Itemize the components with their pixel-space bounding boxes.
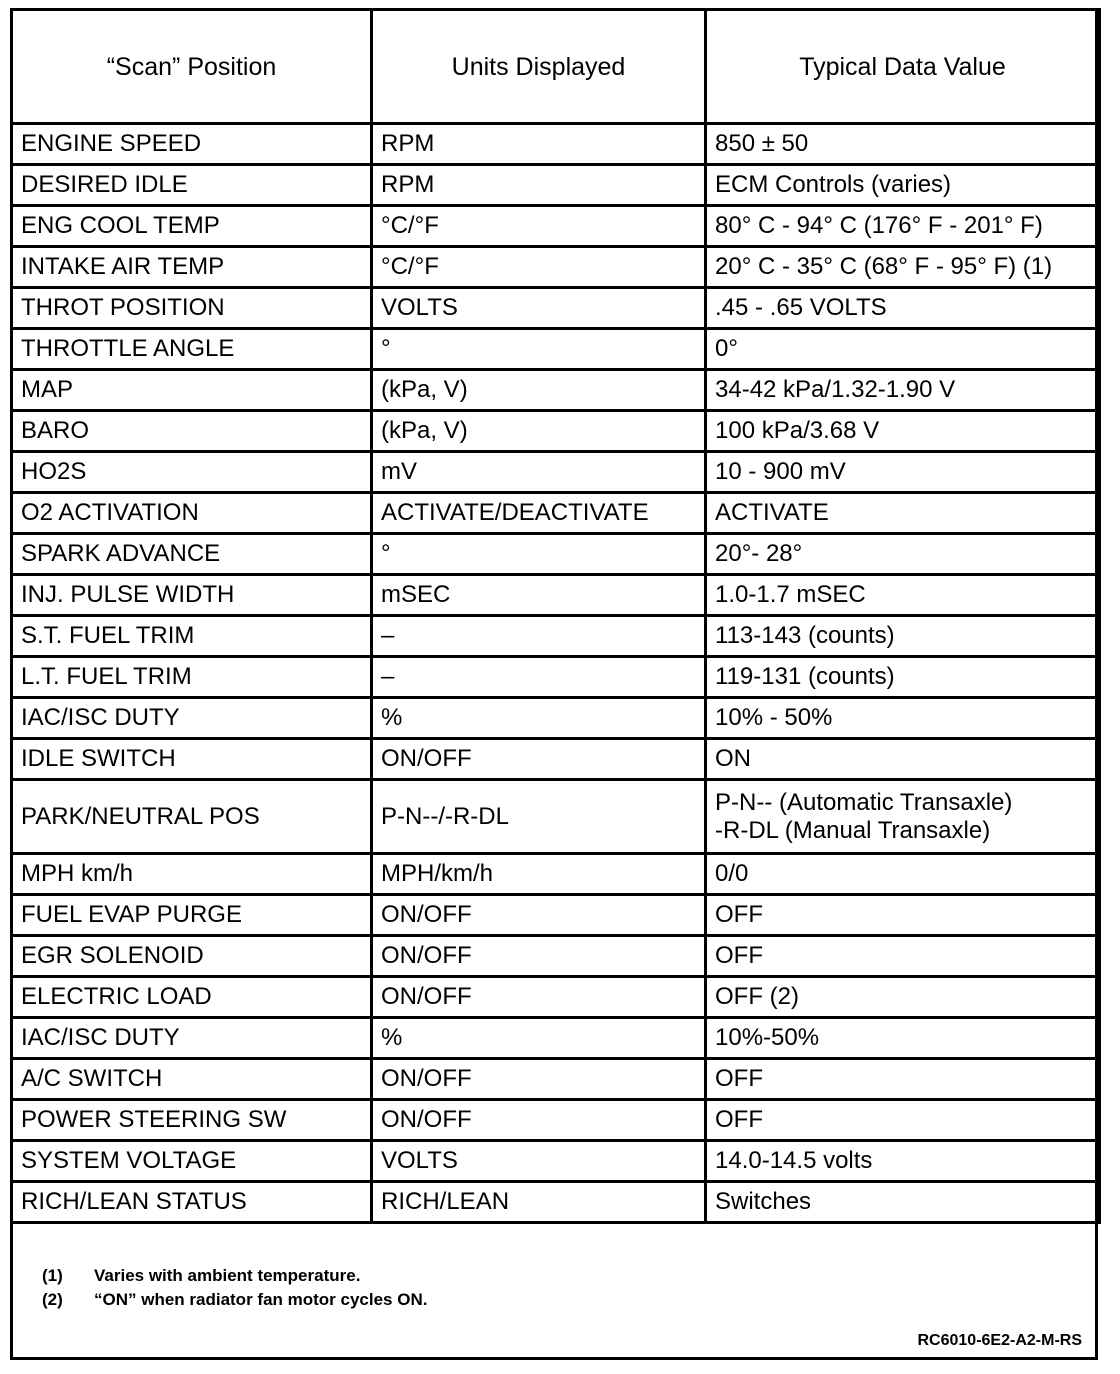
scan-position-cell: MPH km/h <box>12 854 372 895</box>
scan-position-cell: INTAKE AIR TEMP <box>12 247 372 288</box>
table-row <box>12 616 1100 657</box>
units-cell: ° <box>372 329 706 370</box>
scan-position-cell: INJ. PULSE WIDTH <box>12 575 372 616</box>
units-cell: % <box>372 698 706 739</box>
scan-position-cell: IAC/ISC DUTY <box>12 698 372 739</box>
typical-value-cell: .45 - .65 VOLTS <box>706 288 1100 329</box>
scan-position-cell: IDLE SWITCH <box>12 739 372 780</box>
typical-value-cell: 20°- 28° <box>706 534 1100 575</box>
typical-value-cell: ECM Controls (varies) <box>706 165 1100 206</box>
typical-value-cell: 850 ± 50 <box>706 124 1100 165</box>
typical-value-cell: OFF (2) <box>706 977 1100 1018</box>
typical-value-cell: 20° C - 35° C (68° F - 95° F) (1) <box>706 247 1100 288</box>
typical-value-cell <box>706 780 1100 854</box>
scan-position-cell: THROT POSITION <box>12 288 372 329</box>
table-row <box>12 698 1100 739</box>
typical-value-cell: 10%-50% <box>706 1018 1100 1059</box>
table-row <box>12 534 1100 575</box>
scan-position-cell: ELECTRIC LOAD <box>12 977 372 1018</box>
footnote-1 <box>42 1264 427 1288</box>
scan-position-cell: SYSTEM VOLTAGE <box>12 1141 372 1182</box>
units-cell: ACTIVATE/DEACTIVATE <box>372 493 706 534</box>
table-row <box>12 854 1100 895</box>
scan-position-cell: RICH/LEAN STATUS <box>12 1182 372 1223</box>
value-line: -R-DL (Manual Transaxle) <box>715 816 991 844</box>
units-cell: ON/OFF <box>372 1100 706 1141</box>
scan-position-cell: EGR SOLENOID <box>12 936 372 977</box>
units-cell: % <box>372 1018 706 1059</box>
units-cell: (kPa, V) <box>372 411 706 452</box>
typical-value-cell: 80° C - 94° C (176° F - 201° F) <box>706 206 1100 247</box>
typical-value-cell: 14.0-14.5 volts <box>706 1141 1100 1182</box>
reference-code: RC6010-6E2-A2-M-RS <box>917 1332 1082 1349</box>
table-row <box>12 288 1100 329</box>
typical-value-cell: OFF <box>706 1059 1100 1100</box>
typical-value-cell: OFF <box>706 936 1100 977</box>
units-cell: °C/°F <box>372 247 706 288</box>
footnote-number: (1) <box>42 1266 63 1285</box>
units-cell: – <box>372 616 706 657</box>
units-cell: mV <box>372 452 706 493</box>
footnote-2 <box>42 1288 427 1312</box>
table-row <box>12 1059 1100 1100</box>
table-row <box>12 329 1100 370</box>
table-row <box>12 452 1100 493</box>
scan-position-cell: O2 ACTIVATION <box>12 493 372 534</box>
scan-position-cell: ENGINE SPEED <box>12 124 372 165</box>
table-row <box>12 247 1100 288</box>
scan-position-cell: ENG COOL TEMP <box>12 206 372 247</box>
typical-value-cell: 0/0 <box>706 854 1100 895</box>
typical-value-cell: ACTIVATE <box>706 493 1100 534</box>
units-cell: ON/OFF <box>372 895 706 936</box>
table-row <box>12 1100 1100 1141</box>
scan-position-cell: PARK/NEUTRAL POS <box>12 780 372 854</box>
units-cell: (kPa, V) <box>372 370 706 411</box>
scan-position-cell: DESIRED IDLE <box>12 165 372 206</box>
units-cell: VOLTS <box>372 288 706 329</box>
footnote-text: “ON” when radiator fan motor cycles ON. <box>94 1290 428 1309</box>
units-cell: RPM <box>372 165 706 206</box>
typical-value-cell: 113-143 (counts) <box>706 616 1100 657</box>
scan-position-cell: IAC/ISC DUTY <box>12 1018 372 1059</box>
typical-value-cell: 1.0-1.7 mSEC <box>706 575 1100 616</box>
table-row <box>12 1018 1100 1059</box>
table-row <box>12 575 1100 616</box>
scan-position-cell: HO2S <box>12 452 372 493</box>
typical-value-cell: 34-42 kPa/1.32-1.90 V <box>706 370 1100 411</box>
table-row <box>12 977 1100 1018</box>
units-cell: °C/°F <box>372 206 706 247</box>
scan-position-cell: SPARK ADVANCE <box>12 534 372 575</box>
scan-position-cell: BARO <box>12 411 372 452</box>
units-cell: ° <box>372 534 706 575</box>
units-cell: – <box>372 657 706 698</box>
footnote-number: (2) <box>42 1290 63 1309</box>
scan-position-cell: A/C SWITCH <box>12 1059 372 1100</box>
table-row <box>12 165 1100 206</box>
units-cell: ON/OFF <box>372 936 706 977</box>
units-cell: MPH/km/h <box>372 854 706 895</box>
table-row <box>12 780 1100 854</box>
table-row <box>12 493 1100 534</box>
typical-value-cell: 0° <box>706 329 1100 370</box>
units-cell: P-N--/-R-DL <box>372 780 706 854</box>
units-cell: ON/OFF <box>372 739 706 780</box>
units-cell: RICH/LEAN <box>372 1182 706 1223</box>
table-row <box>12 657 1100 698</box>
units-cell: ON/OFF <box>372 1059 706 1100</box>
table-row <box>12 895 1100 936</box>
scan-data-table <box>10 8 1101 1224</box>
typical-value-cell: 10 - 900 mV <box>706 452 1100 493</box>
units-cell: VOLTS <box>372 1141 706 1182</box>
table-row <box>12 124 1100 165</box>
units-cell: RPM <box>372 124 706 165</box>
typical-value-cell: Switches <box>706 1182 1100 1223</box>
header-scan-position: “Scan” Position <box>12 10 372 124</box>
scan-position-cell: L.T. FUEL TRIM <box>12 657 372 698</box>
table-header-row <box>12 10 1100 124</box>
typical-value-cell: 10% - 50% <box>706 698 1100 739</box>
typical-value-cell: 100 kPa/3.68 V <box>706 411 1100 452</box>
table-row <box>12 936 1100 977</box>
table-row <box>12 206 1100 247</box>
table-row <box>12 739 1100 780</box>
scan-position-cell: FUEL EVAP PURGE <box>12 895 372 936</box>
footnote-text: Varies with ambient temperature. <box>94 1266 361 1285</box>
value-line: P-N-- (Automatic Transaxle) <box>715 788 1013 816</box>
scan-position-cell: S.T. FUEL TRIM <box>12 616 372 657</box>
footnotes <box>42 1264 427 1312</box>
table-row <box>12 411 1100 452</box>
header-typical-data-value: Typical Data Value <box>706 10 1100 124</box>
table-row <box>12 1182 1100 1223</box>
header-units-displayed: Units Displayed <box>372 10 706 124</box>
typical-value-cell: OFF <box>706 1100 1100 1141</box>
typical-value-cell: OFF <box>706 895 1100 936</box>
units-cell: mSEC <box>372 575 706 616</box>
units-cell: ON/OFF <box>372 977 706 1018</box>
scan-position-cell: MAP <box>12 370 372 411</box>
typical-value-cell: ON <box>706 739 1100 780</box>
typical-value-cell: 119-131 (counts) <box>706 657 1100 698</box>
scan-position-cell: POWER STEERING SW <box>12 1100 372 1141</box>
table-row <box>12 370 1100 411</box>
scan-position-cell: THROTTLE ANGLE <box>12 329 372 370</box>
table-row <box>12 1141 1100 1182</box>
